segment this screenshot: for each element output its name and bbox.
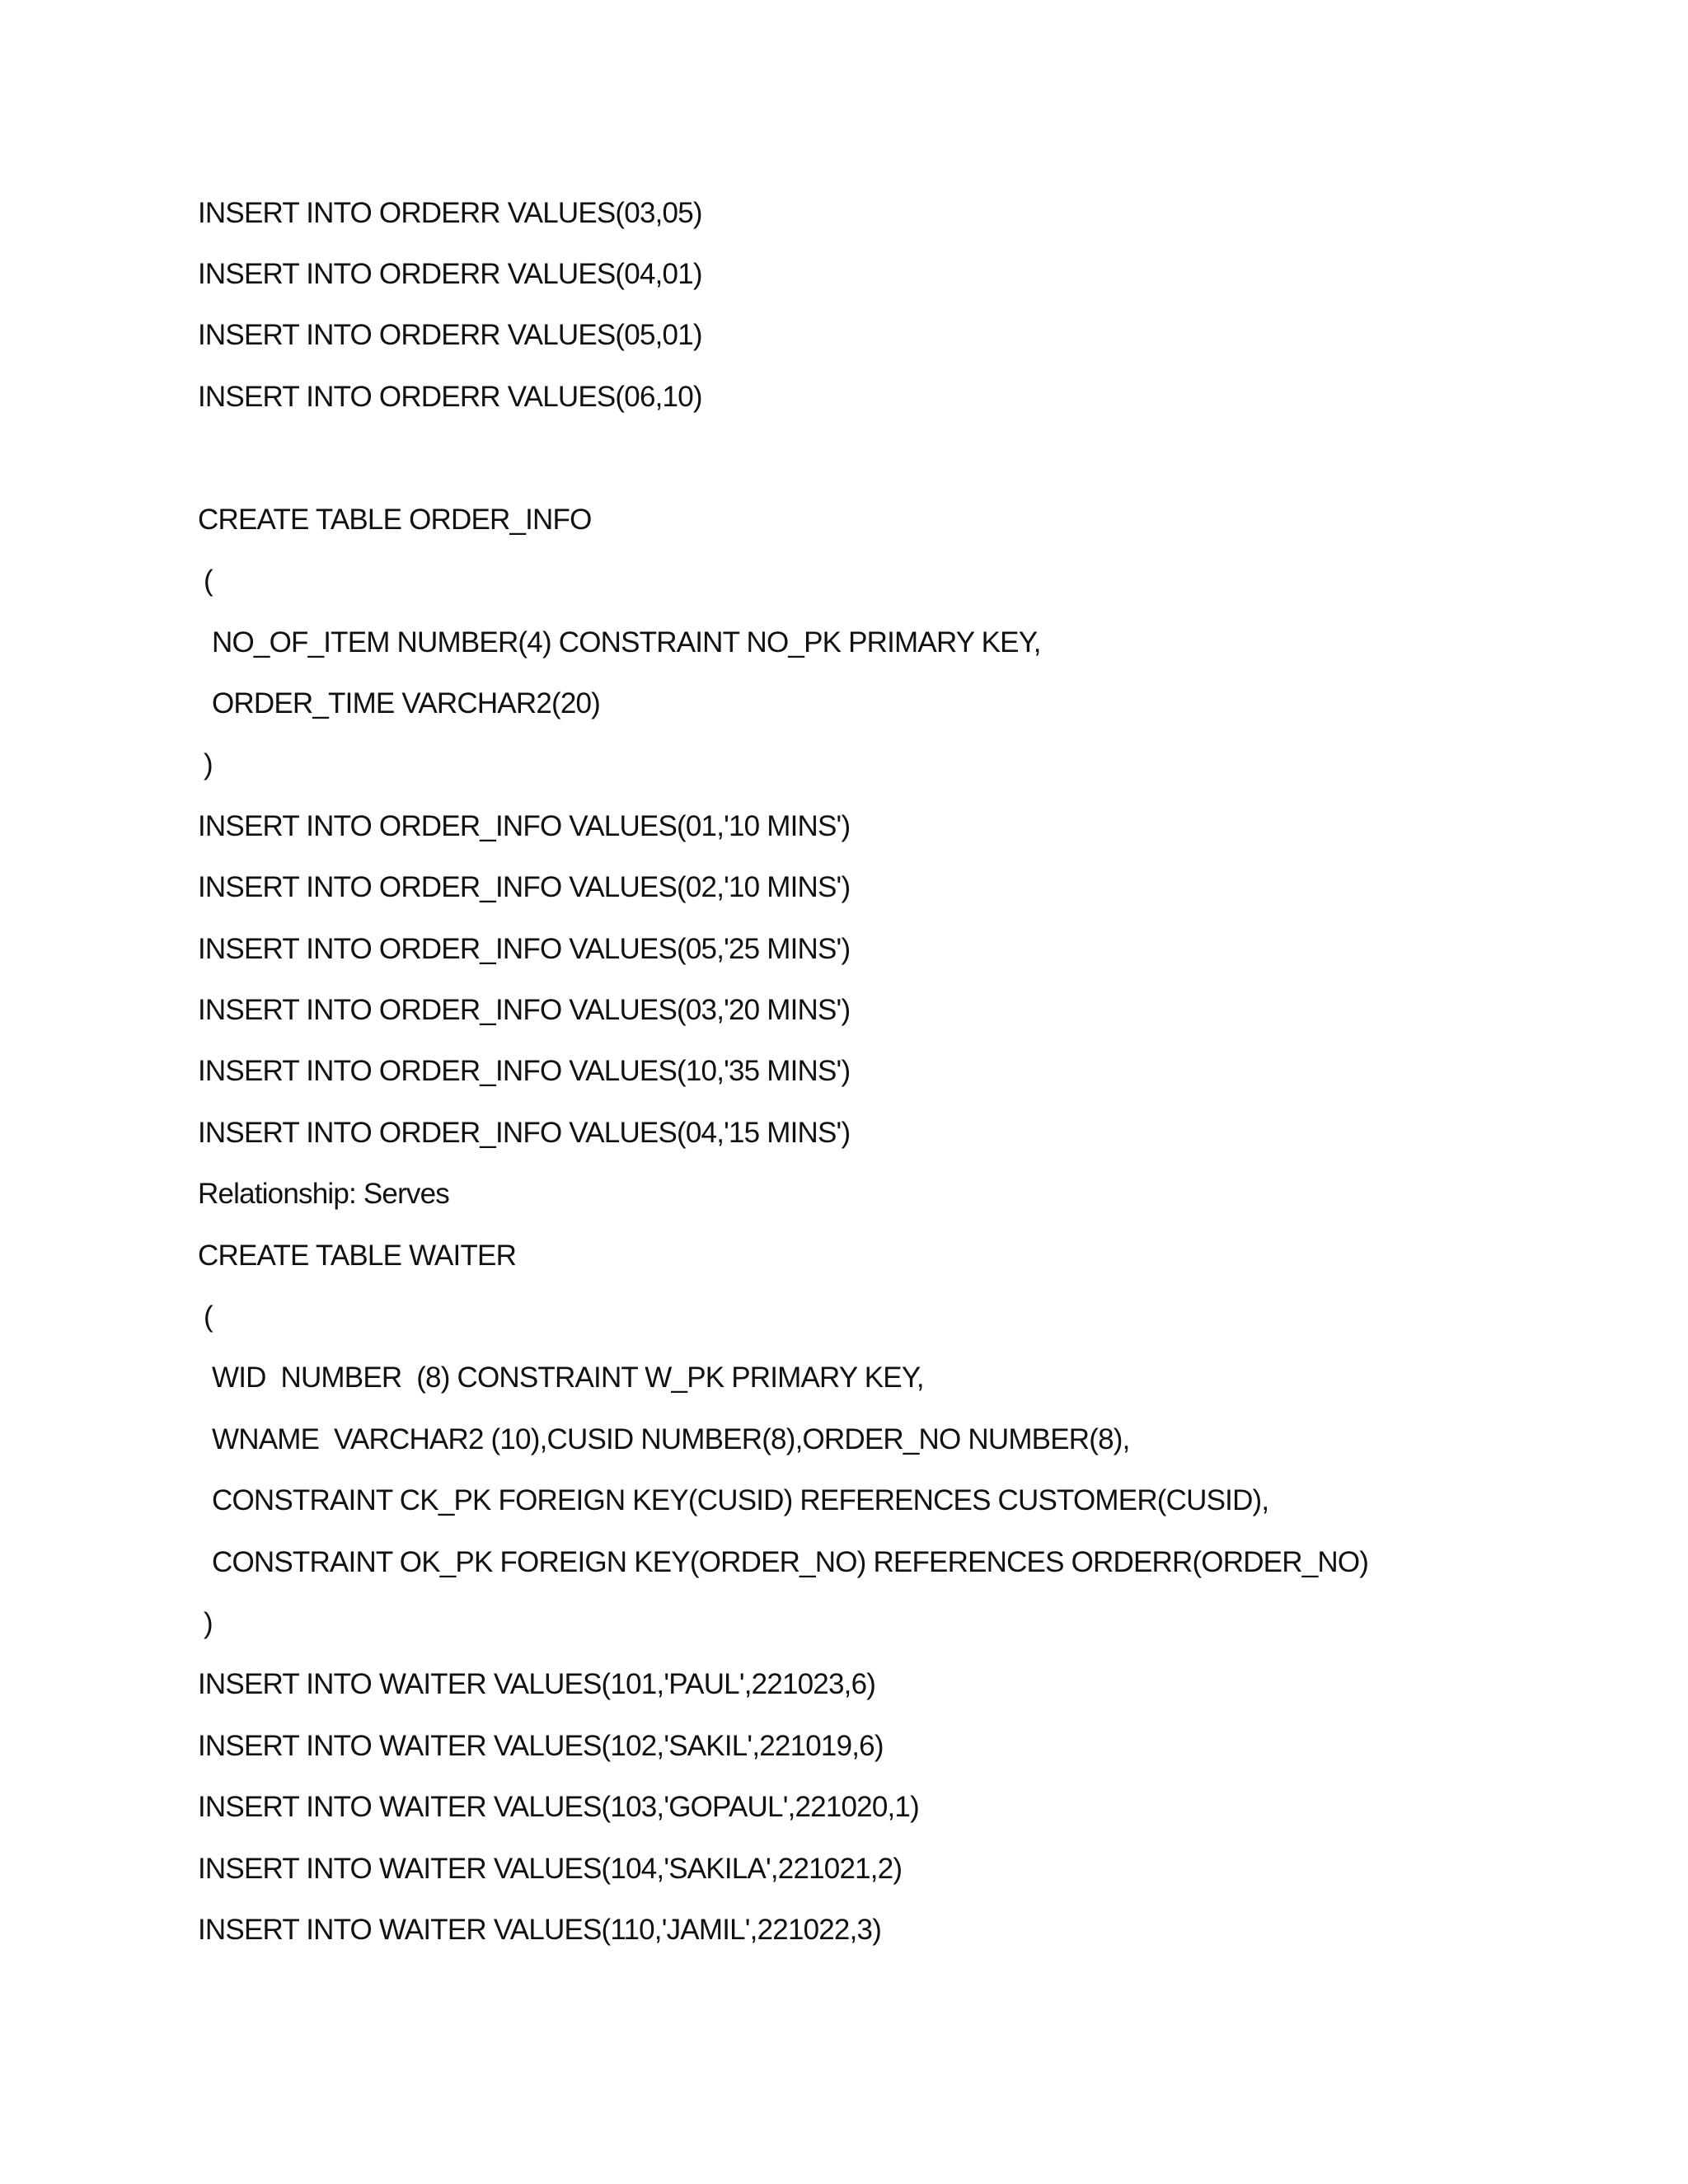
sql-line: CREATE TABLE WAITER <box>198 1240 517 1272</box>
sql-line: NO_OF_ITEM NUMBER(4) CONSTRAINT NO_PK PRIMARY KEY, <box>212 626 1041 658</box>
sql-line: WID NUMBER (8) CONSTRAINT W_PK PRIMARY KEY, <box>212 1361 924 1394</box>
sql-line: WNAME VARCHAR2 (10),CUSID NUMBER(8),ORDER_NO NUMBER(8), <box>212 1423 1130 1455</box>
sql-line: INSERT INTO ORDER_INFO VALUES(04,'15 MINS') <box>198 1117 851 1149</box>
sql-line: ( <box>204 1301 213 1333</box>
sql-line: INSERT INTO WAITER VALUES(101,'PAUL',221023,6) <box>198 1668 876 1700</box>
sql-line: INSERT INTO WAITER VALUES(103,'GOPAUL',221020,1) <box>198 1791 919 1823</box>
sql-line: INSERT INTO WAITER VALUES(102,'SAKIL',221019,6) <box>198 1730 884 1762</box>
sql-line: CONSTRAINT CK_PK FOREIGN KEY(CUSID) REFERENCES CUSTOMER(CUSID), <box>212 1484 1269 1516</box>
sql-line: INSERT INTO ORDER_INFO VALUES(10,'35 MINS') <box>198 1055 851 1087</box>
sql-line: INSERT INTO ORDERR VALUES(03,05) <box>198 197 702 229</box>
sql-line: INSERT INTO ORDER_INFO VALUES(01,'10 MINS') <box>198 810 851 842</box>
section-heading: Relationship: Serves <box>198 1178 449 1210</box>
sql-line: INSERT INTO WAITER VALUES(110,'JAMIL',221022,3) <box>198 1914 882 1946</box>
sql-line: ORDER_TIME VARCHAR2(20) <box>212 687 601 719</box>
sql-line: ) <box>204 748 213 780</box>
sql-line: INSERT INTO WAITER VALUES(104,'SAKILA',221021,2) <box>198 1853 903 1885</box>
sql-line: INSERT INTO ORDER_INFO VALUES(02,'10 MINS') <box>198 871 851 903</box>
sql-line: CONSTRAINT OK_PK FOREIGN KEY(ORDER_NO) REFERENCES ORDERR(ORDER_NO) <box>212 1546 1369 1578</box>
sql-line: INSERT INTO ORDER_INFO VALUES(05,'25 MINS') <box>198 933 851 965</box>
sql-line: INSERT INTO ORDERR VALUES(05,01) <box>198 319 702 351</box>
sql-line: ) <box>204 1607 213 1639</box>
sql-line: INSERT INTO ORDERR VALUES(06,10) <box>198 381 702 413</box>
sql-line: INSERT INTO ORDER_INFO VALUES(03,'20 MINS') <box>198 994 851 1026</box>
sql-line: INSERT INTO ORDERR VALUES(04,01) <box>198 258 702 290</box>
sql-line: CREATE TABLE ORDER_INFO <box>198 504 592 536</box>
sql-line: ( <box>204 565 213 597</box>
